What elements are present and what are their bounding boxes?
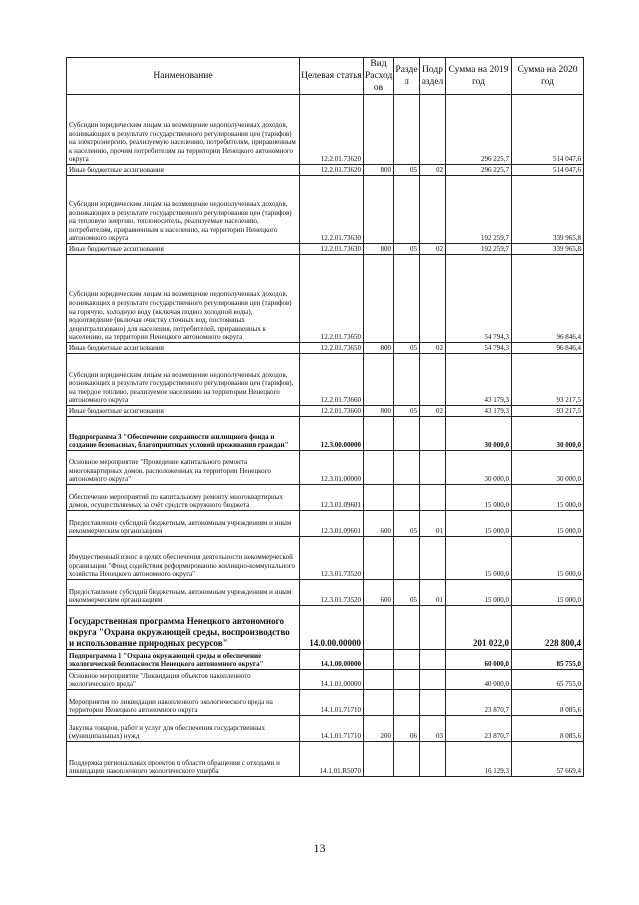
row-sum-2019: 15 000,0 bbox=[446, 580, 512, 606]
row-target-article: 12.2.01.73650 bbox=[300, 255, 364, 343]
row-target-article: 12.2.01.73620 bbox=[300, 95, 364, 165]
row-target-article: 14.1.01.00000 bbox=[300, 670, 364, 690]
row-subsection: 03 bbox=[420, 716, 446, 742]
table-row bbox=[67, 343, 584, 354]
row-sum-2020: 8 085,6 bbox=[512, 716, 584, 742]
row-target-article: 12.2.01.73630 bbox=[300, 244, 364, 255]
row-expense-type bbox=[364, 670, 394, 690]
row-sum-2020: 514 047,6 bbox=[512, 95, 584, 165]
table-row bbox=[67, 255, 584, 343]
row-section: 05 bbox=[394, 511, 420, 537]
row-expense-type: 800 bbox=[364, 343, 394, 354]
row-expense-type bbox=[364, 176, 394, 244]
table-row bbox=[67, 650, 584, 670]
row-sum-2019: 296 225,7 bbox=[446, 165, 512, 176]
row-sum-2020: 514 047,6 bbox=[512, 165, 584, 176]
table-row bbox=[67, 580, 584, 606]
row-subsection bbox=[420, 255, 446, 343]
header-row bbox=[67, 58, 584, 95]
table-row bbox=[67, 406, 584, 417]
row-expense-type: 800 bbox=[364, 406, 394, 417]
row-sum-2019: 54 794,3 bbox=[446, 343, 512, 354]
row-section bbox=[394, 537, 420, 580]
row-section bbox=[394, 742, 420, 777]
row-name: Субсидии юридическим лицам на возмещение недополученных доходов, возникающих в результате государственного регулирования цен (тарифов) на тепловую энергию, теплоноситель, реализуемые населению, потребителям, приравненным к населению, на территории Ненецкого автономного округа bbox=[67, 176, 300, 244]
row-section bbox=[394, 95, 420, 165]
row-sum-2019: 54 794,3 bbox=[446, 255, 512, 343]
row-sum-2019: 43 179,3 bbox=[446, 406, 512, 417]
table-row bbox=[67, 511, 584, 537]
row-sum-2020: 93 217,5 bbox=[512, 406, 584, 417]
row-sum-2020: 15 000,0 bbox=[512, 537, 584, 580]
row-sum-2020: 85 755,0 bbox=[512, 650, 584, 670]
row-target-article: 12.3.00.00000 bbox=[300, 417, 364, 451]
row-section: 05 bbox=[394, 165, 420, 176]
row-sum-2020: 228 800,4 bbox=[512, 606, 584, 650]
table-row bbox=[67, 742, 584, 777]
row-sum-2020: 30 000,0 bbox=[512, 451, 584, 485]
table-row bbox=[67, 690, 584, 716]
row-sum-2019: 40 000,0 bbox=[446, 670, 512, 690]
row-sum-2019: 192 259,7 bbox=[446, 176, 512, 244]
row-expense-type bbox=[364, 451, 394, 485]
row-target-article: 12.2.01.73660 bbox=[300, 406, 364, 417]
row-section bbox=[394, 451, 420, 485]
row-name: Закупка товаров, работ и услуг для обеспечения государственных (муниципальных) нужд bbox=[67, 716, 300, 742]
table-row bbox=[67, 417, 584, 451]
row-sum-2020: 15 000,0 bbox=[512, 580, 584, 606]
row-sum-2019: 30 000,0 bbox=[446, 451, 512, 485]
row-sum-2019: 23 870,7 bbox=[446, 690, 512, 716]
page-number: 13 bbox=[313, 841, 326, 855]
row-section bbox=[394, 650, 420, 670]
row-sum-2019: 15 000,0 bbox=[446, 485, 512, 511]
row-sum-2019: 15 000,0 bbox=[446, 537, 512, 580]
row-subsection bbox=[420, 95, 446, 165]
row-sum-2020: 96 846,4 bbox=[512, 343, 584, 354]
row-name: Субсидии юридическим лицам на возмещение недополученных доходов, возникающих в результате государственного регулирования цен (тарифов) на электроэнергию, реализуемую населению, потребителям, приравненным к населению, прочим потребителям на территории Ненецкого автономного округа bbox=[67, 95, 300, 165]
row-sum-2019: 30 000,0 bbox=[446, 417, 512, 451]
row-expense-type: 200 bbox=[364, 716, 394, 742]
row-subsection bbox=[420, 417, 446, 451]
row-expense-type: 600 bbox=[364, 511, 394, 537]
row-name: Иные бюджетные ассигнования bbox=[67, 406, 300, 417]
row-name: Имущественный взнос в целях обеспечения деятельности некоммерческой организации "Фонд содействия реформированию жилищно-коммунального хозяйства Ненецкого автономного округа" bbox=[67, 537, 300, 580]
row-sum-2019: 60 000,0 bbox=[446, 650, 512, 670]
row-subsection bbox=[420, 354, 446, 406]
table-body bbox=[67, 95, 584, 777]
row-section bbox=[394, 176, 420, 244]
row-name: Подпрограмма 1 "Охрана окружающей среды и обеспечение экологической безопасности Ненецкого автономного округа" bbox=[67, 650, 300, 670]
row-expense-type bbox=[364, 650, 394, 670]
table-row bbox=[67, 165, 584, 176]
row-name: Субсидии юридическим лицам на возмещение недополученных доходов, возникающих в результате государственного регулирования цен (тарифов), на твердое топливо, реализуемое населению на территории Ненецкого автономного округа bbox=[67, 354, 300, 406]
header-sum-2020: Сумма на 2020 год bbox=[512, 58, 584, 95]
row-sum-2019: 201 022,0 bbox=[446, 606, 512, 650]
row-name: Предоставление субсидий бюджетным, автономным учреждениям и иным некоммерческим организациям bbox=[67, 580, 300, 606]
row-sum-2020: 96 846,4 bbox=[512, 255, 584, 343]
header-sum-2019: Сумма на 2019 год bbox=[446, 58, 512, 95]
row-section bbox=[394, 417, 420, 451]
table-row bbox=[67, 537, 584, 580]
row-target-article: 12.3.01.09601 bbox=[300, 485, 364, 511]
row-target-article: 12.3.01.73520 bbox=[300, 580, 364, 606]
header-subsection: Подр аздел bbox=[420, 58, 446, 95]
row-section bbox=[394, 255, 420, 343]
row-expense-type bbox=[364, 606, 394, 650]
row-subsection: 02 bbox=[420, 244, 446, 255]
row-expense-type bbox=[364, 95, 394, 165]
table-row bbox=[67, 95, 584, 165]
row-expense-type bbox=[364, 354, 394, 406]
table-row bbox=[67, 716, 584, 742]
row-sum-2019: 296 225,7 bbox=[446, 95, 512, 165]
row-subsection bbox=[420, 606, 446, 650]
row-name: Основное мероприятие "Ликвидация объектов накопленного экологического вреда" bbox=[67, 670, 300, 690]
row-expense-type bbox=[364, 690, 394, 716]
row-sum-2020: 339 965,8 bbox=[512, 176, 584, 244]
row-target-article: 14.1.01.R5070 bbox=[300, 742, 364, 777]
row-target-article: 12.2.01.73630 bbox=[300, 176, 364, 244]
row-section: 06 bbox=[394, 716, 420, 742]
row-expense-type bbox=[364, 537, 394, 580]
row-subsection bbox=[420, 485, 446, 511]
row-name: Предоставление субсидий бюджетным, автономным учреждениям и иным некоммерческим организациям bbox=[67, 511, 300, 537]
row-subsection: 02 bbox=[420, 343, 446, 354]
row-name: Основное мероприятие "Проведение капитального ремонта многоквартирных домов, расположенных на территории Ненецкого автономного округа" bbox=[67, 451, 300, 485]
row-name: Государственная программа Ненецкого автономного округа "Охрана окружающей среды, воспроизводство и использование природных ресурсов" bbox=[67, 606, 300, 650]
row-target-article: 14.1.00.00000 bbox=[300, 650, 364, 670]
row-sum-2019: 192 259,7 bbox=[446, 244, 512, 255]
row-name: Мероприятия по ликвидации накопленного экологического вреда на территории Ненецкого автономного округа bbox=[67, 690, 300, 716]
row-expense-type bbox=[364, 255, 394, 343]
row-sum-2020: 339 965,8 bbox=[512, 244, 584, 255]
row-sum-2020: 30 000,0 bbox=[512, 417, 584, 451]
row-section: 05 bbox=[394, 343, 420, 354]
row-subsection bbox=[420, 451, 446, 485]
row-subsection bbox=[420, 670, 446, 690]
table-row bbox=[67, 176, 584, 244]
row-name: Субсидии юридическим лицам на возмещение недополученных доходов, возникающих в результате государственного регулирования цен (тарифов) на горячую, холодную воду (включая подвоз холодной воды), водоотведение (включая очистку сточных вод, постоянных децентрализовано) для населения, потребителей, приравненных к населению, на территории Ненецкого автономного округа bbox=[67, 255, 300, 343]
row-section bbox=[394, 354, 420, 406]
header-name: Наименование bbox=[67, 58, 300, 95]
row-name: Иные бюджетные ассигнования bbox=[67, 165, 300, 176]
row-section bbox=[394, 670, 420, 690]
row-target-article: 12.2.01.73660 bbox=[300, 354, 364, 406]
row-subsection: 01 bbox=[420, 511, 446, 537]
header-expense-type: Вид Расход ов bbox=[365, 59, 393, 93]
row-subsection: 02 bbox=[420, 406, 446, 417]
row-target-article: 12.3.01.09601 bbox=[300, 511, 364, 537]
row-name: Поддержка региональных проектов в области обращения с отходами и ликвидации накопленного экологического ущерба bbox=[67, 742, 300, 777]
row-subsection: 02 bbox=[420, 165, 446, 176]
row-expense-type bbox=[364, 742, 394, 777]
row-expense-type bbox=[364, 417, 394, 451]
table-row bbox=[67, 244, 584, 255]
row-sum-2020: 15 000,0 bbox=[512, 485, 584, 511]
row-section: 05 bbox=[394, 244, 420, 255]
row-name: Обеспечение мероприятий по капитальному ремонту многоквартирных домов, осуществляемых за счёт средств окружного бюджета bbox=[67, 485, 300, 511]
row-name: Подпрограмма 3 "Обеспечение сохранности жилищного фонда и создание безопасных, благоприятных условий проживания граждан" bbox=[67, 417, 300, 451]
row-expense-type: 800 bbox=[364, 165, 394, 176]
row-sum-2020: 65 755,0 bbox=[512, 670, 584, 690]
row-sum-2019: 23 870,7 bbox=[446, 716, 512, 742]
row-name: Иные бюджетные ассигнования bbox=[67, 343, 300, 354]
row-sum-2020: 57 669,4 bbox=[512, 742, 584, 777]
row-subsection bbox=[420, 742, 446, 777]
row-sum-2019: 15 000,0 bbox=[446, 511, 512, 537]
row-target-article: 12.3.01.00000 bbox=[300, 451, 364, 485]
budget-table bbox=[66, 57, 584, 777]
header-target-article: Целевая статья bbox=[300, 58, 364, 95]
row-subsection bbox=[420, 537, 446, 580]
table-row bbox=[67, 670, 584, 690]
row-sum-2020: 8 085,6 bbox=[512, 690, 584, 716]
table-row bbox=[67, 485, 584, 511]
row-sum-2019: 43 179,3 bbox=[446, 354, 512, 406]
row-expense-type: 600 bbox=[364, 580, 394, 606]
row-target-article: 12.2.01.73620 bbox=[300, 165, 364, 176]
row-target-article: 14.0.00.00000 bbox=[300, 606, 364, 650]
row-expense-type: 800 bbox=[364, 244, 394, 255]
row-target-article: 14.1.01.71710 bbox=[300, 716, 364, 742]
row-subsection: 01 bbox=[420, 580, 446, 606]
row-subsection bbox=[420, 690, 446, 716]
table-row bbox=[67, 606, 584, 650]
table-row bbox=[67, 451, 584, 485]
row-target-article: 14.1.01.71710 bbox=[300, 690, 364, 716]
table-row bbox=[67, 354, 584, 406]
row-section bbox=[394, 606, 420, 650]
row-target-article: 12.2.01.73650 bbox=[300, 343, 364, 354]
row-sum-2019: 16 129,3 bbox=[446, 742, 512, 777]
row-section: 05 bbox=[394, 406, 420, 417]
row-section bbox=[394, 485, 420, 511]
row-subsection bbox=[420, 650, 446, 670]
row-sum-2020: 15 000,0 bbox=[512, 511, 584, 537]
row-subsection bbox=[420, 176, 446, 244]
row-section: 05 bbox=[394, 580, 420, 606]
row-target-article: 12.3.01.73520 bbox=[300, 537, 364, 580]
row-expense-type bbox=[364, 485, 394, 511]
row-name: Иные бюджетные ассигнования bbox=[67, 244, 300, 255]
header-section: Разде л bbox=[394, 58, 420, 95]
row-sum-2020: 93 217,5 bbox=[512, 354, 584, 406]
row-section bbox=[394, 690, 420, 716]
